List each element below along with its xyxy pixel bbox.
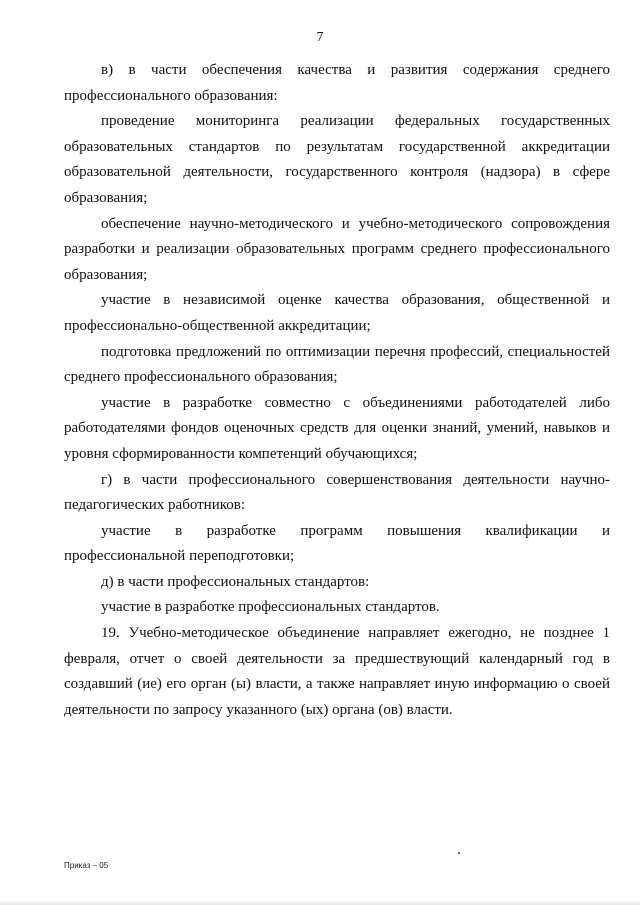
paragraph-independent-assessment: участие в независимой оценке качества образования, общественной и профессионально-общественной аккредитации;	[64, 292, 610, 334]
paragraph-assessment-funds: участие в разработке совместно с объединениями работодателей либо работодателями фондов оценочных средств для оценки знаний, умений, навыков и уровня сформированности компетенций обучающихся;	[64, 394, 610, 462]
paragraph-professional-standards: участие в разработке профессиональных стандартов.	[101, 599, 440, 616]
paragraph-methodical-support: обеспечение научно-методического и учебно-методического сопровождения разработки и реализации образовательных программ среднего профессионального образования;	[64, 215, 610, 283]
paragraph-qualification-programs: участие в разработке программ повышения квалификации и профессиональной переподготовки;	[64, 522, 610, 565]
paragraph-item-19: 19. Учебно-методическое объединение направляет ежегодно, не позднее 1 февраля, отчет о своей деятельности за предшествующий календарный год в создавший (ие) его орган (ы) власти, а также направляет иную информацию о своей деятельности по запросу указанного (ых) органа (ов) власти.	[64, 625, 610, 718]
scan-dot-mark	[458, 852, 460, 854]
page-bottom-edge	[0, 900, 640, 905]
footer-order-code: Приказ – 05	[64, 861, 109, 870]
page-number: 7	[316, 30, 324, 45]
paragraph-monitoring: проведение мониторинга реализации федеральных государственных образовательных стандартов по результатам государственной аккредитации образовательной деятельности, государственного контроля (надзора) в сфере образования;	[64, 113, 610, 206]
paragraph-section-v: в) в части обеспечения качества и развития содержания среднего профессионального образования:	[64, 62, 610, 104]
paragraph-optimization-proposals: подготовка предложений по оптимизации перечня профессий, специальностей среднего профессионального образования;	[64, 343, 610, 386]
document-body	[64, 58, 610, 723]
paragraph-section-g: г) в части профессионального совершенствования деятельности научно-педагогических работников:	[64, 471, 610, 514]
paragraph-section-d: д) в части профессиональных стандартов:	[101, 573, 370, 590]
